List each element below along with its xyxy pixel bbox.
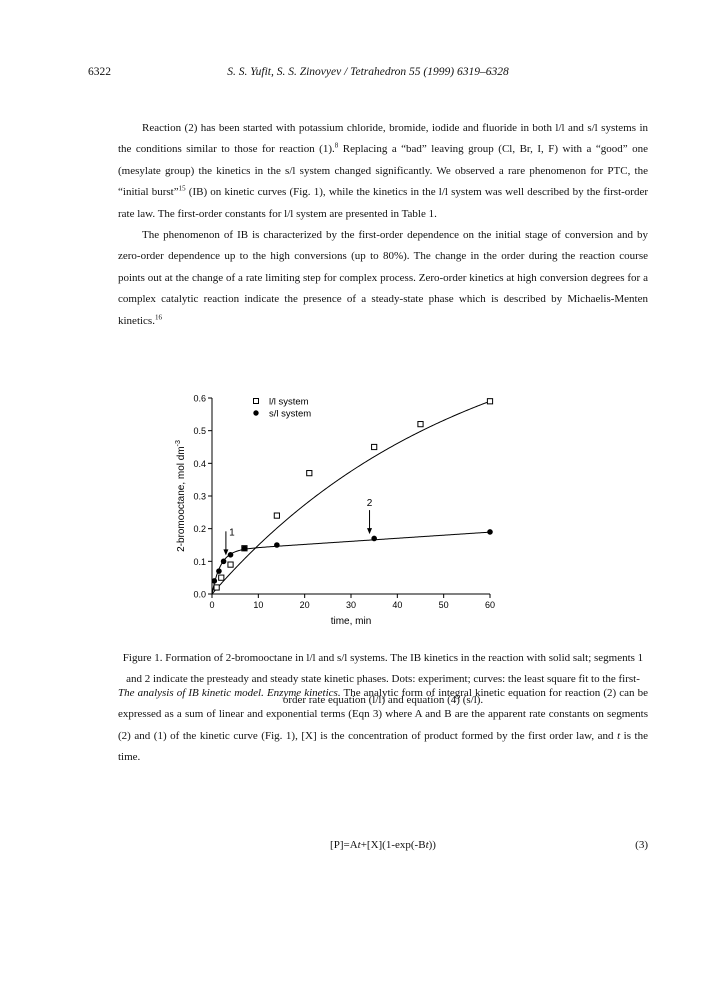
data-point-ll — [307, 471, 312, 476]
x-tick-label: 0 — [209, 600, 215, 610]
annotation-label-1: 1 — [229, 527, 235, 539]
x-tick-label: 20 — [299, 600, 310, 610]
equation-part-3: )) — [428, 839, 436, 851]
data-point-sl — [487, 529, 493, 535]
legend-label: s/l system — [269, 408, 312, 420]
paragraph-3-text-b: is the time. — [118, 729, 648, 764]
equation-part-1: [P]=A — [330, 839, 358, 851]
section-heading: The analysis of IB kinetic model. Enzyme kinetics. — [118, 687, 341, 699]
data-point-ll — [214, 585, 219, 590]
y-tick-label: 0.2 — [193, 524, 206, 535]
x-tick-label: 10 — [253, 600, 264, 610]
reference-8: 8 — [334, 141, 339, 150]
paragraph-2-text: The phenomenon of IB is characterized by the first-order dependence on the initial stage of conversion and by zero-order dependence up to the high conversions (up to 80%). The change in the order during the reaction course points out at the change of a rate limiting step for complex process. Zero-order kinetics at high conversion degrees for a complex catalytic reaction indicate the presence of a steady-state phase which is described by Michaelis-Menten kinetics. — [118, 229, 648, 327]
data-point-ll — [372, 444, 377, 449]
fit-curve-ll — [212, 401, 490, 594]
paragraph-2 — [118, 225, 648, 332]
annotation-arrowhead — [223, 549, 228, 555]
y-tick-label: 0.0 — [193, 589, 206, 600]
legend-label: l/l system — [269, 396, 309, 408]
chart-legend — [253, 397, 311, 420]
equation-number: (3) — [635, 839, 648, 851]
y-tick-label: 0.1 — [193, 556, 206, 567]
chart-axes — [193, 394, 495, 611]
data-point-sl — [221, 559, 227, 565]
reference-16: 16 — [154, 312, 162, 321]
paragraph-1-text-b: Replacing a “bad” leaving group (Cl, Br, I, F) with a “good” one (mesylate group) the kinetics in the s/l system changed significantly. We observed a rare phenomenon for PTC, the “initial burst” — [118, 143, 649, 199]
equation-formula — [118, 839, 648, 851]
page-header — [88, 66, 648, 82]
data-point-ll — [418, 422, 423, 427]
figure-caption: Figure 1. Formation of 2-bromooctane in l/l and s/l systems. The IB kinetics in the reaction with solid salt; segments 1 and 2 indicate the presteady and steady state kinetic phases. Dots: experiment; curves: the least square fit to the first-order rate equation (l/l) and equation (4) (s/l). — [122, 652, 644, 706]
page-number: 6322 — [88, 66, 111, 78]
time-variable: t — [617, 729, 621, 742]
equation-part-2: +[X](1-exp(-B — [360, 839, 426, 851]
data-point-ll — [487, 399, 492, 404]
legend-marker-sl — [253, 410, 258, 415]
x-tick-label: 40 — [392, 600, 403, 610]
paragraph-3-text-a: The analytic form of integral kinetic equation for reaction (2) can be expressed as a sum of linear and exponential terms (Eqn 3) where A and B are the apparent rate constants on segments (2) and (1) of the kinetic curve (Fig. 1), [X] is the concentration of product formed by the first order law, and — [118, 687, 648, 742]
data-point-sl — [242, 545, 248, 551]
y-axis-label — [175, 440, 187, 552]
y-tick-label: 0.5 — [193, 426, 206, 437]
y-tick-label: 0.6 — [193, 393, 206, 404]
annotation-arrowhead — [367, 528, 372, 534]
y-tick-label: 0.4 — [193, 458, 206, 469]
reference-15: 15 — [178, 184, 186, 193]
x-tick-label: 60 — [484, 600, 496, 610]
chart-fit-curves — [212, 401, 490, 594]
equation-t-1: t — [357, 839, 361, 851]
data-point-sl — [212, 578, 218, 584]
equation-3 — [118, 839, 648, 857]
chart-data-points — [212, 396, 493, 590]
x-axis-label: time, min — [330, 616, 372, 627]
fit-curve-sl — [212, 532, 490, 594]
data-point-ll — [228, 562, 233, 567]
x-tick-label: 50 — [438, 600, 449, 610]
paragraph-1 — [118, 118, 648, 225]
x-tick-label: 30 — [345, 600, 357, 610]
legend-marker-ll — [254, 399, 259, 404]
data-point-sl — [228, 552, 234, 558]
y-tick-label: 0.3 — [193, 491, 206, 502]
y-axis-label-exponent: -3 — [175, 440, 182, 447]
figure-1-chart — [170, 382, 510, 637]
paragraph-1-text-c: (IB) on kinetic curves (Fig. 1), while the kinetics in the l/l system was well described by the first-order rate law. The first-order constants for l/l system are presented in Table 1. — [118, 186, 648, 220]
data-point-sl — [371, 536, 377, 542]
y-axis-label-text: 2-bromooctane, mol dm — [176, 446, 187, 552]
annotation-label-2: 2 — [366, 498, 373, 510]
running-head: S. S. Yufit, S. S. Zinovyev / Tetrahedron 55 (1999) 6319–6328 — [227, 66, 509, 78]
data-point-ll — [274, 513, 279, 518]
equation-t-2: t — [425, 839, 429, 851]
data-point-ll — [219, 575, 224, 580]
data-point-sl — [216, 568, 222, 574]
paragraph-1-text-a: Reaction (2) has been started with potassium chloride, bromide, iodide and fluoride in both l/l and s/l systems in the conditions similar to those for reaction (1). — [118, 122, 648, 156]
data-point-sl — [274, 542, 280, 548]
paragraph-3 — [118, 683, 648, 769]
